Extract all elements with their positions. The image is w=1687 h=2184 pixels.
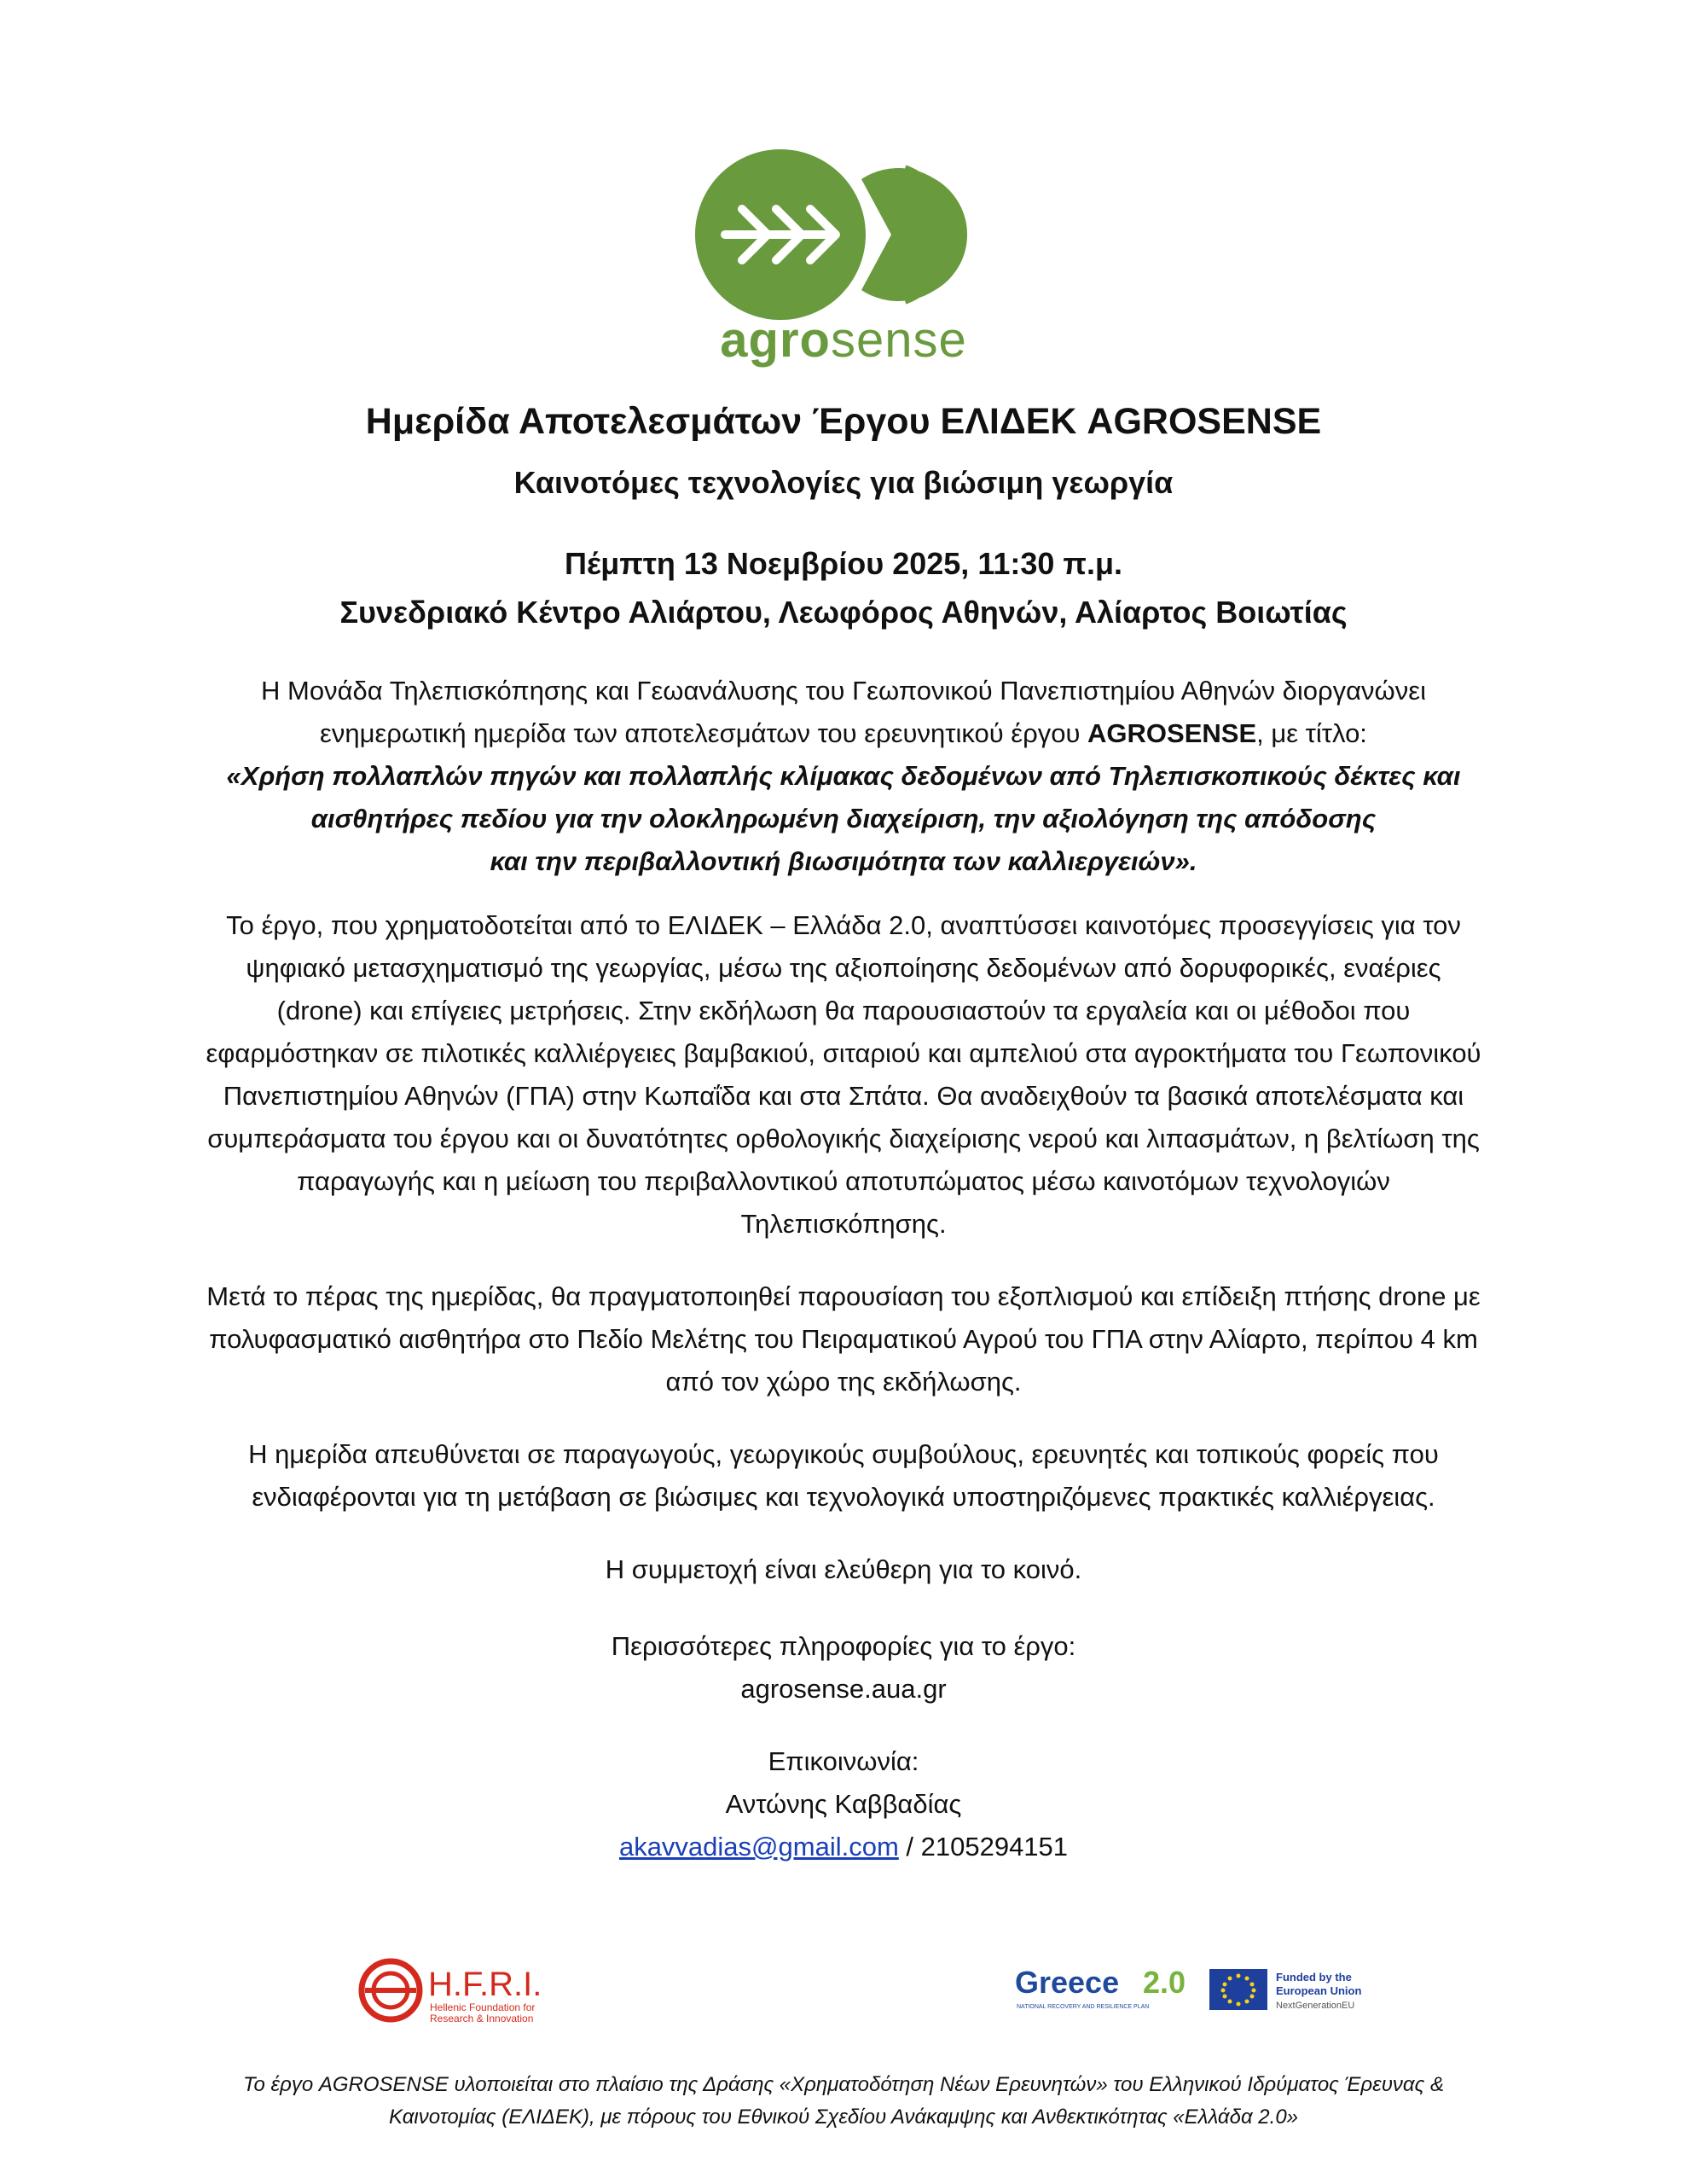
hfri-abbr: H.F.R.I. — [428, 1966, 542, 2003]
paragraph-line: Πανεπιστημίου Αθηνών (ΓΠΑ) στην Κωπαΐδα και στα Σπάτα. Θα αναδειχθούν τα βασικά αποτελέσματα και — [223, 1081, 1464, 1111]
eu-line1: Funded by the — [1276, 1971, 1352, 1984]
paragraph-line: Η ημερίδα απευθύνεται σε παραγωγούς, γεωργικούς συμβούλους, ερευνητές και τοπικούς φορείς που — [248, 1439, 1439, 1469]
footer-line: Το έργο AGROSENSE υλοποιείται στο πλαίσιο της Δράσης «Χρηματοδότηση Νέων Ερευνητών» του Ελληνικού Ιδρύματος Έρευνας & — [243, 2073, 1444, 2096]
paragraph-line: εφαρμόστηκαν σε πιλοτικές καλλιέργειες βαμβακιού, σιταριού και αμπελιού στα αγροκτήματα του Γεωπονικού — [206, 1038, 1481, 1068]
greece-num: 2.0 — [1143, 1965, 1186, 2000]
intro-line2-pre: ενημερωτική ημερίδα των αποτελεσμάτων του ερευνητικού έργου — [320, 718, 1088, 748]
intro-paragraph — [119, 670, 1568, 883]
paragraph-line: ενδιαφέρονται για τη μετάβαση σε βιώσιμες και τεχνολογικά υποστηριζόμενες πρακτικές καλλιέργειας. — [252, 1482, 1435, 1512]
more-info — [119, 1625, 1568, 1711]
drone-demo-paragraph — [119, 1275, 1568, 1403]
greece-2-0-eu-logo — [1015, 1962, 1373, 2022]
description-paragraph — [119, 904, 1568, 1246]
event-date: Πέμπτη 13 Νοεμβρίου 2025, 11:30 π.μ. — [565, 546, 1122, 581]
paragraph-line: συμπεράσματα του έργου και οι δυνατότητες ορθολογικής διαχείρισης νερού και λιπασμάτων, η βελτίωση της — [207, 1124, 1480, 1153]
hfri-logo — [358, 1958, 580, 2026]
project-website-link[interactable]: agrosense.aua.gr — [740, 1674, 947, 1704]
wordmark-bold: agro — [720, 312, 831, 368]
paragraph-line: (drone) και επίγειες μετρήσεις. Στην εκδήλωση θα παρουσιαστούν τα εργαλεία και οι μέθοδοι που — [276, 996, 1411, 1025]
intro-line — [119, 712, 1568, 755]
hfri-line2: Research & Innovation — [430, 2013, 534, 2024]
project-title-quote: αισθητήρες πεδίου για την ολοκληρωμένη διαχείριση, την αξιολόγηση της απόδοσης — [310, 804, 1377, 834]
contact-name: Αντώνης Καββαδίας — [725, 1789, 962, 1819]
event-subtitle: Καινοτόμες τεχνολογίες για βιώσιμη γεωργία — [513, 465, 1174, 500]
eu-line3: NextGenerationEU — [1276, 2001, 1355, 2011]
wordmark-light: sense — [830, 312, 967, 368]
intro-line2-post: , με τίτλο: — [1256, 718, 1367, 748]
paragraph-line: πολυφασματικό αισθητήρα στο Πεδίο Μελέτης του Πειραματικού Αγρού του ΓΠΑ στην Αλίαρτο, περίπου 4 km — [209, 1324, 1478, 1354]
event-title: Ημερίδα Αποτελεσμάτων Έργου ΕΛΙΔΕΚ AGROSENSE — [365, 401, 1322, 442]
paragraph-line: ψηφιακό μετασχηματισμό της γεωργίας, μέσω της αξιοποίησης δεδομένων από δορυφορικές, εναέριες — [246, 953, 1441, 983]
eu-line2: European Union — [1276, 1984, 1362, 1997]
hfri-line1: Hellenic Foundation for — [430, 2001, 536, 2013]
project-title-quote: και την περιβαλλοντική βιωσιμότητα των καλλιεργειών». — [490, 846, 1197, 876]
agrosense-wordmark — [0, 311, 1687, 369]
paragraph-line: από τον χώρο της εκδήλωσης. — [665, 1367, 1022, 1397]
paragraph-line: παραγωγής και η μείωση του περιβαλλοντικού αποτυπώματος μέσω καινοτόμων τεχνολογιών — [297, 1166, 1390, 1196]
paragraph-line: Το έργο, που χρηματοδοτείται από το ΕΛΙΔΕΚ – Ελλάδα 2.0, αναπτύσσει καινοτόμες προσεγγίσεις για τον — [226, 910, 1461, 940]
paragraph-line: Μετά το πέρας της ημερίδας, θα πραγματοποιηθεί παρουσίαση του εξοπλισμού και επίδειξη πτήσης drone με — [206, 1281, 1481, 1311]
paragraph-line: Τηλεπισκόπησης. — [740, 1209, 947, 1239]
funding-footer — [85, 2069, 1602, 2134]
greece-text: Greece — [1015, 1965, 1120, 2000]
project-name: AGROSENSE — [1087, 718, 1257, 748]
free-participation-note: Η συμμετοχή είναι ελεύθερη για το κοινό. — [605, 1554, 1082, 1584]
contact-separator: / — [898, 1832, 921, 1862]
agrosense-logo-icon — [691, 145, 972, 324]
contact-line — [119, 1826, 1568, 1868]
contact-phone: 2105294151 — [920, 1832, 1069, 1862]
project-title-quote: «Χρήση πολλαπλών πηγών και πολλαπλής κλίμακας δεδομένων από Τηλεπισκοπικούς δέκτες και — [226, 761, 1461, 791]
more-info-label: Περισσότερες πληροφορίες για το έργο: — [611, 1631, 1076, 1661]
intro-line: Η Μονάδα Τηλεπισκόπησης και Γεωανάλυσης του Γεωπονικού Πανεπιστημίου Αθηνών διοργανώνει — [261, 676, 1426, 706]
contact-label: Επικοινωνία: — [768, 1746, 919, 1776]
greece-sub: NATIONAL RECOVERY AND RESILIENCE PLAN — [1017, 2004, 1150, 2010]
contact-block — [119, 1740, 1568, 1868]
footer-line: Καινοτομίας (ΕΛΙΔΕΚ), με πόρους του Εθνικού Σχεδίου Ανάκαμψης και Ανθεκτικότητας «Ελλάδα 2.0» — [388, 2106, 1299, 2129]
event-venue: Συνεδριακό Κέντρο Αλιάρτου, Λεωφόρος Αθηνών, Αλίαρτος Βοιωτίας — [339, 595, 1348, 630]
contact-email-link[interactable]: akavvadias@gmail.com — [618, 1832, 899, 1862]
audience-paragraph — [119, 1433, 1568, 1519]
